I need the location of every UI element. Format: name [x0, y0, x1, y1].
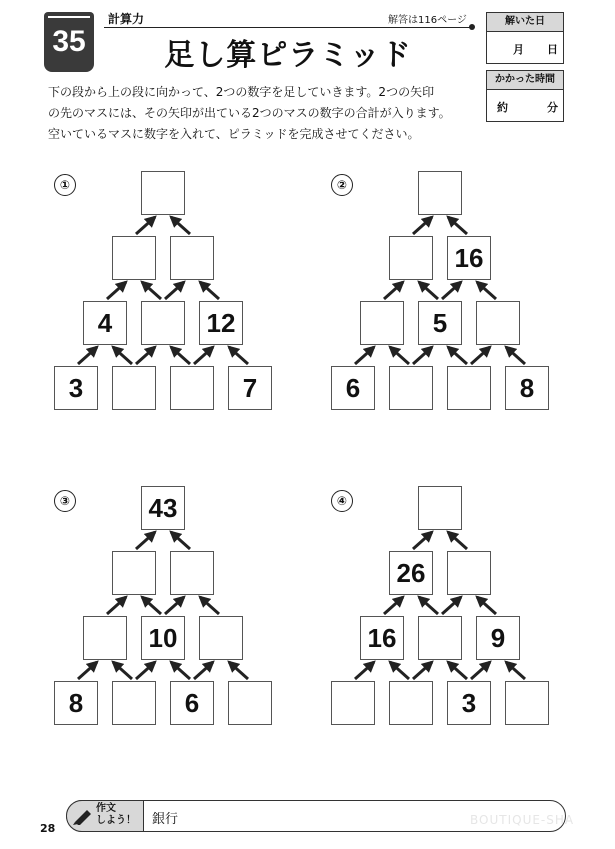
writing-prompt-label-line2: しよう！ — [96, 815, 136, 826]
empty-cell[interactable] — [389, 366, 433, 410]
exercise-number: 35 — [52, 25, 86, 58]
sum-arrow — [355, 347, 374, 364]
empty-cell[interactable] — [389, 681, 433, 725]
sum-arrow — [107, 597, 126, 614]
sum-arrow — [78, 347, 97, 364]
empty-cell[interactable] — [331, 681, 375, 725]
instruction-line: 空いているマスに数字を入れて、ピラミッドを完成させてください。 — [48, 127, 420, 141]
puzzle-label: ② — [331, 174, 353, 196]
empty-cell[interactable] — [112, 681, 156, 725]
sum-arrow — [390, 347, 409, 364]
approx-label: 約 — [497, 101, 508, 114]
sum-arrow — [136, 532, 155, 549]
sum-arrow — [390, 662, 409, 679]
time-taken-label: かかった時間 — [487, 71, 563, 90]
sum-arrow — [194, 662, 213, 679]
number-cell: 7 — [228, 366, 272, 410]
page-number: 28 — [40, 822, 56, 835]
sum-arrow — [355, 662, 374, 679]
sum-arrow — [171, 217, 190, 234]
instruction-line: 下の段から上の段に向かって、2つの数字を足していきます。2つの矢印 — [48, 85, 435, 99]
sum-arrow — [171, 347, 190, 364]
number-cell: 9 — [476, 616, 520, 660]
sum-arrow — [448, 347, 467, 364]
number-cell: 4 — [83, 301, 127, 345]
empty-cell[interactable] — [447, 551, 491, 595]
sum-arrow — [413, 662, 432, 679]
sum-arrow — [229, 662, 248, 679]
category-label: 計算力 — [108, 12, 145, 26]
empty-cell[interactable] — [418, 616, 462, 660]
empty-cell[interactable] — [170, 236, 214, 280]
sum-arrow — [448, 217, 467, 234]
empty-cell[interactable] — [112, 236, 156, 280]
sum-arrow — [200, 597, 219, 614]
empty-cell[interactable] — [141, 171, 185, 215]
puzzle-label: ① — [54, 174, 76, 196]
puzzle-label: ③ — [54, 490, 76, 512]
puzzle-label: ④ — [331, 490, 353, 512]
empty-cell[interactable] — [170, 551, 214, 595]
number-cell: 26 — [389, 551, 433, 595]
sum-arrow — [477, 282, 496, 299]
sum-arrow — [229, 347, 248, 364]
empty-cell[interactable] — [141, 301, 185, 345]
sum-arrow — [506, 662, 525, 679]
sum-arrow — [471, 662, 490, 679]
number-cell: 5 — [418, 301, 462, 345]
sum-arrow — [78, 662, 97, 679]
sum-arrow — [136, 662, 155, 679]
sum-arrow — [413, 532, 432, 549]
sum-arrow — [165, 597, 184, 614]
empty-cell[interactable] — [360, 301, 404, 345]
empty-cell[interactable] — [112, 551, 156, 595]
writing-prompt-label — [96, 803, 136, 827]
empty-cell[interactable] — [418, 171, 462, 215]
month-unit: 月 — [513, 43, 524, 56]
number-cell: 10 — [141, 616, 185, 660]
sum-arrow — [171, 532, 190, 549]
solved-date-label: 解いた日 — [487, 13, 563, 32]
number-cell: 6 — [170, 681, 214, 725]
empty-cell[interactable] — [83, 616, 127, 660]
page-title: 足し算ピラミッド — [164, 38, 412, 73]
sum-arrow — [477, 597, 496, 614]
sum-arrow — [413, 347, 432, 364]
sum-arrow — [448, 662, 467, 679]
empty-cell[interactable] — [418, 486, 462, 530]
sum-arrow — [419, 597, 438, 614]
sum-arrow — [413, 217, 432, 234]
sum-arrow — [471, 347, 490, 364]
sum-arrow — [384, 597, 403, 614]
writing-prompt-word: 銀行 — [152, 812, 179, 827]
minutes-unit: 分 — [547, 101, 558, 114]
empty-cell[interactable] — [447, 366, 491, 410]
empty-cell[interactable] — [112, 366, 156, 410]
writing-prompt-label-line1: 作文 — [96, 803, 116, 814]
empty-cell[interactable] — [199, 616, 243, 660]
sum-arrow — [113, 662, 132, 679]
sum-arrow — [165, 282, 184, 299]
number-cell: 8 — [54, 681, 98, 725]
empty-cell[interactable] — [505, 681, 549, 725]
sum-arrow — [171, 662, 190, 679]
sum-arrow — [200, 282, 219, 299]
sum-arrow — [442, 282, 461, 299]
number-cell: 16 — [360, 616, 404, 660]
sum-arrow — [113, 347, 132, 364]
publisher-watermark: BOUTIQUE-SHA — [470, 813, 575, 827]
empty-cell[interactable] — [476, 301, 520, 345]
number-cell: 8 — [505, 366, 549, 410]
sum-arrow — [506, 347, 525, 364]
sum-arrow — [448, 532, 467, 549]
number-cell: 16 — [447, 236, 491, 280]
sum-arrow — [107, 282, 126, 299]
answer-reference: 解答は116ページ — [388, 15, 467, 26]
sum-arrow — [384, 282, 403, 299]
sum-arrow — [136, 217, 155, 234]
pencil-icon — [72, 807, 94, 825]
day-unit: 日 — [547, 43, 558, 56]
empty-cell[interactable] — [170, 366, 214, 410]
number-cell: 3 — [54, 366, 98, 410]
sum-arrow — [194, 347, 213, 364]
sum-arrow — [142, 282, 161, 299]
number-cell: 43 — [141, 486, 185, 530]
sum-arrow — [419, 282, 438, 299]
sum-arrow — [442, 597, 461, 614]
empty-cell[interactable] — [389, 236, 433, 280]
sum-arrow — [142, 597, 161, 614]
instruction-line: の先のマスには、その矢印が出ている2つのマスの数字の合計が入ります。 — [48, 106, 451, 120]
sum-arrow — [136, 347, 155, 364]
empty-cell[interactable] — [228, 681, 272, 725]
number-cell: 6 — [331, 366, 375, 410]
number-cell: 3 — [447, 681, 491, 725]
number-cell: 12 — [199, 301, 243, 345]
